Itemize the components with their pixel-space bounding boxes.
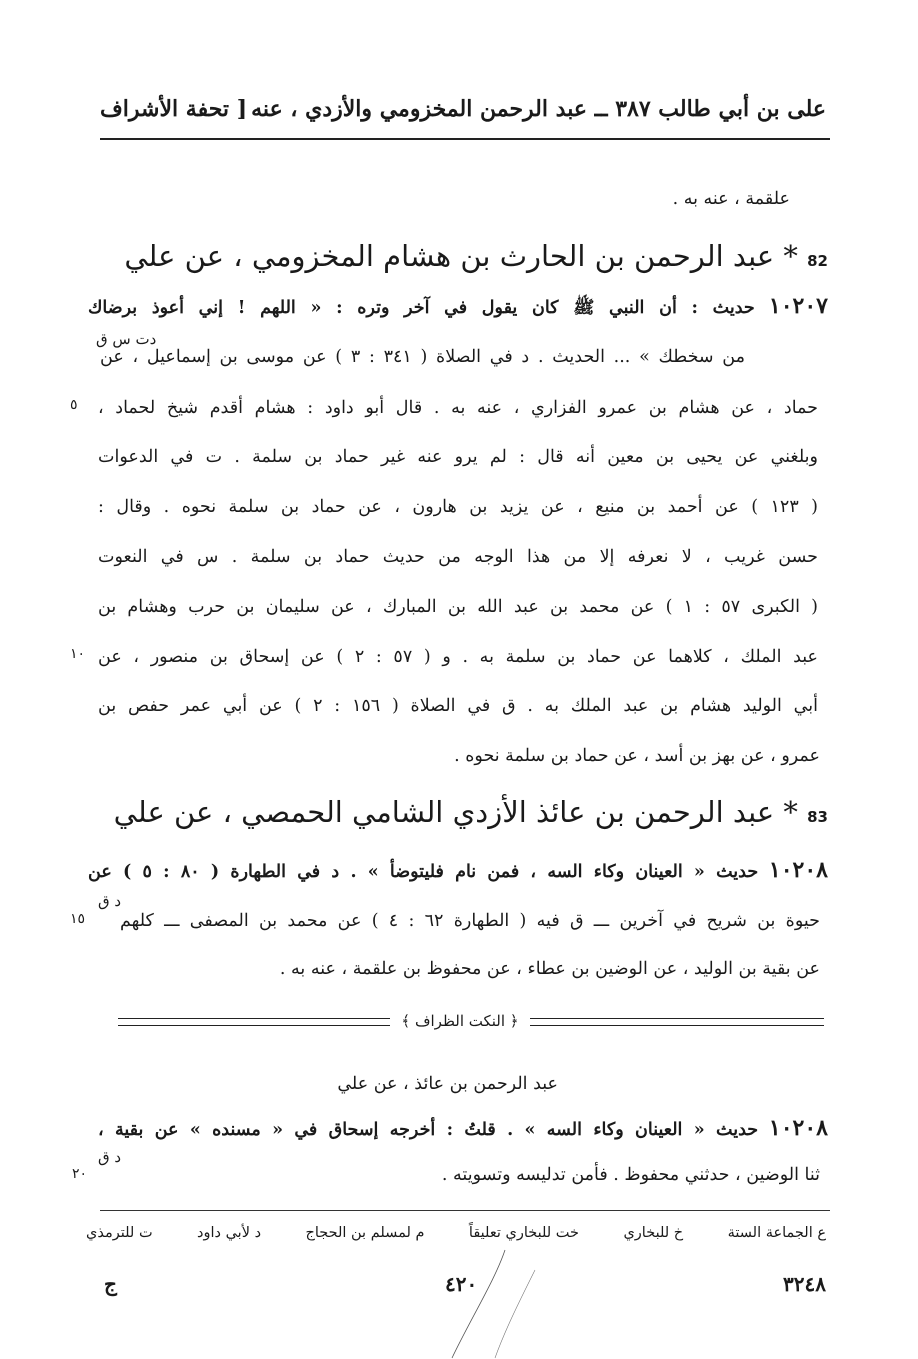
hadith-text: حديث : أن النبي ﷺ كان يقول في آخر وتره : « اللهم ! إني أعوذ برضاك (88, 298, 755, 318)
left-edge-number: ٣٢٤٨ (783, 1272, 826, 1296)
text-line: وبلغني عن يحيى بن معين أنه قال : لم يرو عنه غير حماد بن سلمة . ت في الدعوات (98, 447, 818, 467)
volume-mark: ج (104, 1272, 117, 1296)
nukat-sigla: د ق (98, 1148, 122, 1166)
abbreviation-item: د لأبي داود (197, 1225, 262, 1241)
hadith-number: ١٠٢٠٧ (768, 293, 828, 319)
header-book-title: [ تحفة الأشراف (100, 96, 248, 122)
hadith-text: حديث « العينان وكاء السه ، فمن نام فليتوضأ » . د في الطهارة ( ٨٠ : ٥ ) عن (88, 862, 759, 882)
text-line: حيوة بن شريح في آخرين ـــ ق فيه ( الطهارة ٦٢ : ٤ ) عن محمد بن المصفى ـــ كلهم (120, 911, 820, 931)
abbreviation-item: ت للترمذي (86, 1225, 153, 1241)
text-line: أبي الوليد هشام بن عبد الملك به . ق في الصلاة ( ١٥٦ : ٢ ) عن أبي عمر حفص بن (98, 696, 818, 716)
continuation-line: علقمة ، عنه به . (672, 189, 790, 209)
text-line: من سخطك » ... الحديث . د في الصلاة ( ٣٤١ : ٣ ) عن موسى بن إسماعيل ، عن (100, 347, 745, 367)
text-line: ( ١٢٣ ) عن أحمد بن منيع ، عن يزيد بن هارون ، عن حماد بن سلمة نحوه . وقال : (98, 497, 819, 517)
text-line: حماد ، عن هشام بن عمرو الفزاري ، عنه به . قال أبو داود : هشام أقدم شيخ لحماد ، (98, 398, 818, 418)
hadith-number: ١٠٢٠٨ (768, 857, 828, 883)
biography-title: عبد الرحمن بن الحارث بن هشام المخزومي ، عن علي (124, 239, 775, 273)
abbreviation-item: خت للبخاري تعليقاً (468, 1225, 580, 1241)
biography-number: 82 (807, 252, 828, 270)
abbreviation-item: ع الجماعة الستة (727, 1225, 826, 1241)
line-number-5: ٥ (70, 397, 78, 413)
biography-number: 83 (807, 808, 828, 826)
line-number-20: ٢٠ (72, 1166, 88, 1182)
biography-star: * (783, 795, 798, 829)
text-line: عبد الملك ، كلاهما عن حماد بن سلمة به . و ( ٥٧ : ٢ ) عن إسحاق بن منصور ، عن (98, 647, 818, 667)
nukat-subheading: عبد الرحمن بن عائذ ، عن علي (337, 1074, 558, 1094)
nukat-text: حديث « العينان وكاء السه » . قلتُ : أخرجه إسحاق في « مسنده » عن بقية ، (98, 1120, 759, 1140)
biography-star: * (783, 239, 798, 273)
line-number-15: ١٥ (70, 911, 86, 927)
line-number-10: ١٠ (70, 646, 86, 662)
nukat-title: ﴿ النكت الظراف ﴾ (390, 1012, 530, 1030)
hadith-sigla: د ق (98, 892, 122, 910)
text-line: عمرو ، عن بهز بن أسد ، عن حماد بن سلمة نحوه . (454, 746, 820, 766)
header-title: على بن أبي طالب ٣٨٧ ــ عبد الرحمن المخزومي والأزدي ، عنه (251, 96, 826, 122)
text-line: عن بقية بن الوليد ، عن الوضين بن عطاء ، عن محفوظ بن علقمة ، عنه به . (279, 959, 820, 979)
biography-title: عبد الرحمن بن عائذ الأزدي الشامي الحمصي ، عن علي (113, 795, 775, 829)
abbreviation-item: م لمسلم بن الحجاج (305, 1225, 425, 1241)
text-line: ثنا الوضين ، حدثني محفوظ . فأمن تدليسه وتسويته . (441, 1165, 820, 1185)
text-line: ( الكبرى ٥٧ : ١ ) عن محمد بن عبد الله بن المبارك ، عن سليمان بن حرب وهشام بن (98, 597, 818, 617)
abbreviation-item: خ للبخاري (623, 1225, 684, 1241)
nukat-hadith-number: ١٠٢٠٨ (768, 1115, 828, 1141)
text-line: حسن غريب ، لا نعرفه إلا من هذا الوجه من حديث حماد بن سلمة . س في النعوت (98, 547, 818, 567)
page-number: ٤٢٠ (445, 1272, 478, 1296)
hadith-sigla: دت س ق (96, 330, 157, 348)
